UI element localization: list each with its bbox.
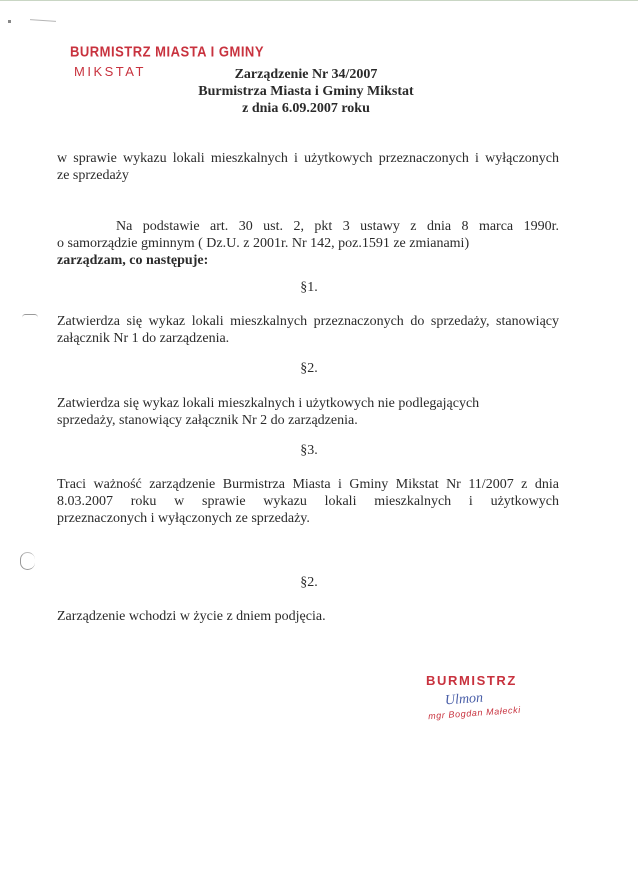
subject-line-1: w sprawie wykazu lokali mieszkalnych i użytkowych przeznaczonych i wyłączonych xyxy=(57,151,559,166)
signature-stamp-title: BURMISTRZ xyxy=(426,673,517,688)
corner-mark xyxy=(8,20,11,23)
section-4-mark: §2. xyxy=(300,575,318,590)
section-4-line-1: Zarządzenie wchodzi w życie z dniem podjęcia. xyxy=(57,609,326,624)
section-2-mark: §2. xyxy=(300,361,318,376)
subject-line-2: ze sprzedaży xyxy=(57,168,129,183)
preamble-line-3: zarządzam, co następuje: xyxy=(57,253,209,268)
section-1-line-2: załącznik Nr 1 do zarządzenia. xyxy=(57,331,230,346)
office-stamp-line2: MIKSTAT xyxy=(74,64,146,79)
section-3-line-2: 8.03.2007 roku w sprawie wykazu lokali mieszkalnych i użytkowych xyxy=(57,494,559,509)
punch-hole-mark-bottom xyxy=(20,552,35,570)
punch-hole-mark-top xyxy=(22,314,38,321)
section-3-line-3: przeznaczonych i wyłączonych ze sprzedaży. xyxy=(57,511,310,526)
top-edge-line xyxy=(0,0,638,1)
section-1-mark: §1. xyxy=(300,280,318,295)
preamble-line-1: Na podstawie art. 30 ust. 2, pkt 3 ustawy z dnia 8 marca 1990r. xyxy=(116,219,559,234)
section-2-line-2: sprzedaży, stanowiący załącznik Nr 2 do zarządzenia. xyxy=(57,413,358,428)
office-stamp-line1: BURMISTRZ MIASTA I GMINY xyxy=(70,42,264,61)
document-date: z dnia 6.09.2007 roku xyxy=(242,101,370,116)
corner-scribble xyxy=(30,19,56,22)
handwritten-signature: Ulmon xyxy=(444,690,484,709)
document-issuer: Burmistrza Miasta i Gminy Mikstat xyxy=(198,84,414,99)
section-1-line-1: Zatwierdza się wykaz lokali mieszkalnych przeznaczonych do sprzedaży, stanowiący xyxy=(57,314,559,329)
document-title: Zarządzenie Nr 34/2007 xyxy=(234,67,378,82)
section-3-mark: §3. xyxy=(300,443,318,458)
section-3-line-1: Traci ważność zarządzenie Burmistrza Miasta i Gminy Mikstat Nr 11/2007 z dnia xyxy=(57,477,559,492)
signature-stamp xyxy=(426,673,517,688)
section-2-line-1: Zatwierdza się wykaz lokali mieszkalnych i użytkowych nie podlegających xyxy=(57,396,480,411)
signer-name: mgr Bogdan Małecki xyxy=(427,704,522,722)
preamble-line-2: o samorządzie gminnym ( Dz.U. z 2001r. Nr 142, poz.1591 ze zmianami) xyxy=(57,236,470,251)
